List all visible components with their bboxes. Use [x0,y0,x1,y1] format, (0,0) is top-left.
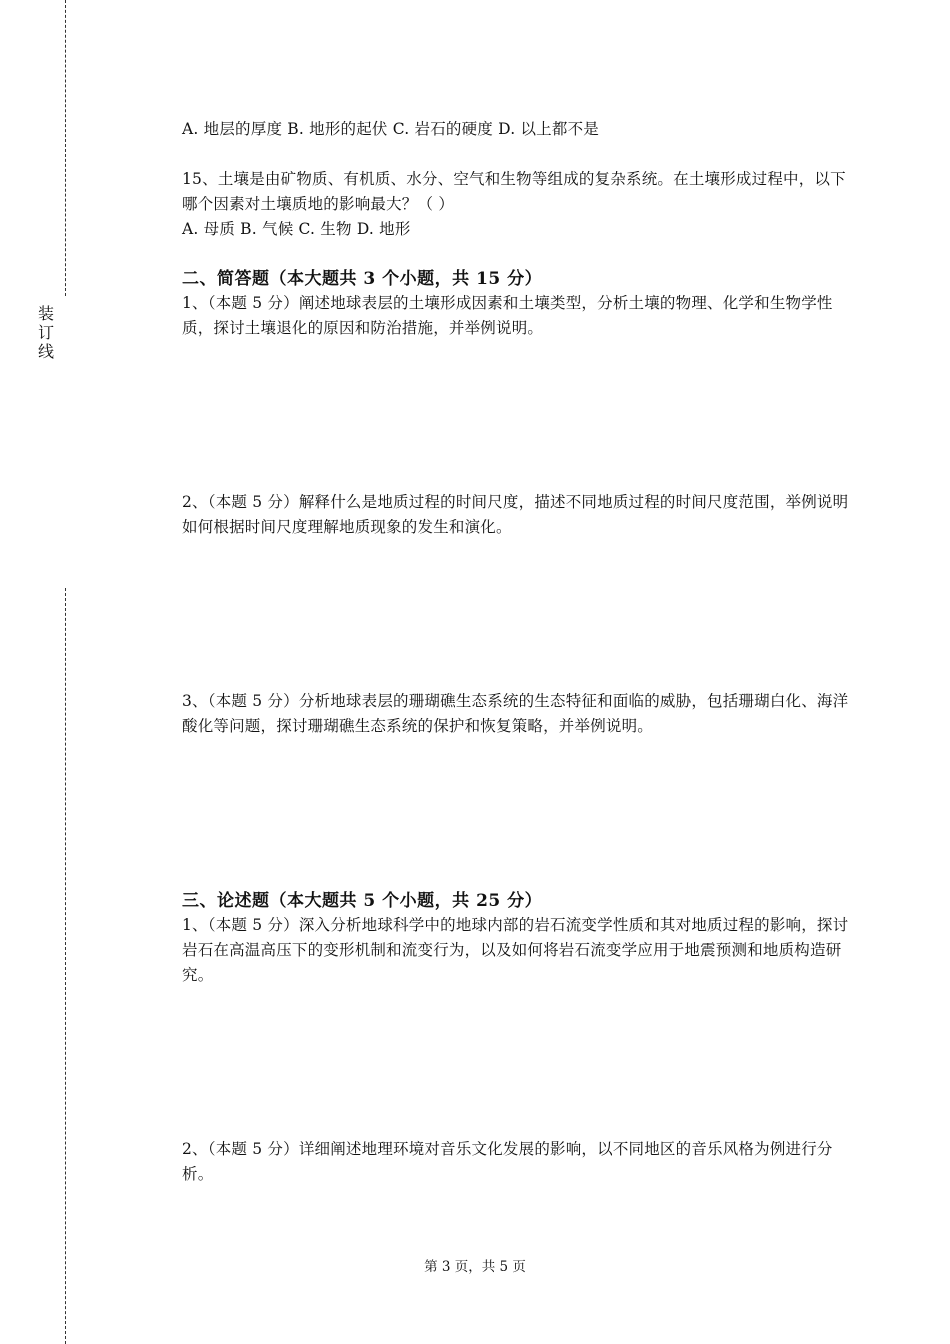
page-footer: 第 3 页，共 5 页 [424,1259,526,1275]
q15-options-text: A. 母质 B. 气候 C. 生物 D. 地形 [182,220,411,238]
section3-question-1 [182,913,850,988]
binding-dashed-line-top [65,0,66,296]
question-text: 1、（本题 5 分）深入分析地球科学中的地球内部的岩石流变学性质和其对地质过程的影响，探讨岩石在高温高压下的变形机制和流变行为，以及如何将岩石流变学应用于地震预测和地质构造研究。 [182,916,849,984]
question-text: 2、（本题 5 分）解释什么是地质过程的时间尺度，描述不同地质过程的时间尺度范围，举例说明如何根据时间尺度理解地质现象的发生和演化。 [182,493,849,536]
binding-label-char: 订 [37,323,54,342]
section3-title: 三、论述题（本大题共 5 个小题，共 25 分） [182,891,543,911]
binding-label-char: 线 [37,342,54,361]
section2-title: 二、简答题（本大题共 3 个小题，共 15 分） [182,269,543,289]
binding-dashed-line-bottom [65,588,66,1344]
section2-question-3 [182,689,850,739]
binding-label [36,304,56,361]
question-text: 3、（本题 5 分）分析地球表层的珊瑚礁生态系统的生态特征和面临的威胁，包括珊瑚白化、海洋酸化等问题，探讨珊瑚礁生态系统的保护和恢复策略，并举例说明。 [182,692,849,735]
binding-label-char: 装 [37,304,54,323]
section3-question-2 [182,1137,850,1187]
section2-question-1 [182,291,850,341]
question-text: 2、（本题 5 分）详细阐述地理环境对音乐文化发展的影响，以不同地区的音乐风格为例进行分析。 [182,1140,833,1183]
section2-question-2 [182,490,850,540]
q14-options-text: A. 地层的厚度 B. 地形的起伏 C. 岩石的硬度 D. 以上都不是 [182,120,599,138]
q14-options [182,117,850,142]
q15-text: 15、土壤是由矿物质、有机质、水分、空气和生物等组成的复杂系统。在土壤形成过程中，以下哪个因素对土壤质地的影响最大？（ ） [182,170,846,213]
question-text: 1、（本题 5 分）阐述地球表层的土壤形成因素和土壤类型，分析土壤的物理、化学和生物学性质，探讨土壤退化的原因和防治措施，并举例说明。 [182,294,833,337]
q15 [182,167,850,242]
